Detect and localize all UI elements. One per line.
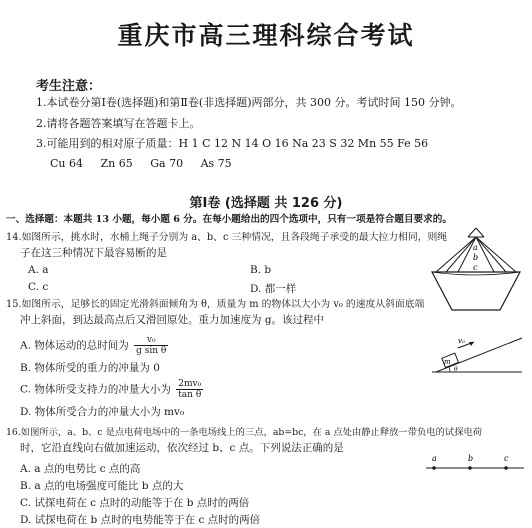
section-instruction: 一、选择题：本题共 13 小题，每小题 6 分。在每小题给出的四个选项中，只有一项是符合题目要求的。 [6, 214, 452, 225]
fraction-numerator: v₀ [134, 335, 168, 346]
q14-bucket-figure [428, 226, 524, 312]
q15-label-theta: θ [454, 366, 458, 373]
fraction-numerator: 2mv₀ [176, 379, 203, 390]
fraction-denominator: tan θ [178, 390, 202, 400]
q16-option-b: B. a 点的电场强度可能比 b 点的大 [20, 480, 184, 492]
atomic-masses-row2 [50, 157, 232, 171]
q15-option-c-fraction [176, 379, 203, 400]
atomic-mass: Zn 65 [100, 157, 133, 170]
atomic-mass: Cu 64 [50, 157, 83, 170]
q15-option-d: D. 物体所受合力的冲量大小为 mv₀ [20, 406, 185, 418]
q15-option-b: B. 物体所受的重力的冲量为 0 [20, 362, 160, 374]
q14-option-a: A. a [28, 264, 49, 276]
atomic-mass: Ga 70 [150, 157, 184, 170]
q16-label-b: b [468, 454, 474, 463]
q14-stem-line2: 子在这三种情况下最容易断的是 [20, 247, 167, 259]
q16-option-a: A. a 点的电势比 c 点的高 [20, 463, 141, 475]
q15-label-mass: m [444, 358, 451, 366]
q14-stem-line1: 14.如图所示，挑水时，水桶上绳子分别为 a、b、c 三种情况，且各段绳子承受的最大拉力相同，则绳 [6, 232, 448, 243]
notice-item-1: 1.本试卷分第Ⅰ卷(选择题)和第Ⅱ卷(非选择题)两部分，共 300 分。考试时间 150 分钟。 [36, 96, 462, 109]
q14-label-a: a [473, 243, 478, 252]
q16-field-line-figure [424, 452, 526, 476]
q14-option-d: D. 都一样 [250, 283, 297, 295]
q15-option-c-text: C. 物体所受支持力的冲量大小为 [20, 383, 171, 396]
fraction-denominator: g sin θ [136, 346, 167, 356]
q14-option-c: C. c [28, 281, 49, 293]
q15-stem-line2: 冲上斜面，到达最高点后又滑回原处。重力加速度为 g。该过程中 [20, 314, 325, 326]
q15-option-c [20, 379, 205, 400]
q14-label-b: b [473, 253, 479, 262]
q15-option-a-fraction [134, 335, 168, 356]
atomic-mass: As 75 [200, 157, 232, 170]
q16-option-d: D. 试探电荷在 b 点时的电势能等于在 c 点时的两倍 [20, 514, 261, 526]
notice-item-2: 2.请将各题答案填写在答题卡上。 [36, 117, 201, 130]
q15-incline-figure [430, 334, 526, 376]
q15-option-a-text: A. 物体运动的总时间为 [20, 339, 129, 352]
notice-heading: 考生注意： [36, 79, 102, 94]
q16-stem-line2: 时，它沿直线向右做加速运动，依次经过 b、c 点。下列说法正确的是 [20, 442, 344, 454]
q16-stem-line1: 16.如图所示，a、b、c 是点电荷电场中的一条电场线上的三点，ab=bc，在 a 点处由静止释放一带负电的试探电荷 [6, 427, 483, 438]
q16-label-c: c [504, 454, 509, 463]
q15-label-v0: v₀ [458, 337, 465, 345]
section-title: 第Ⅰ卷 (选择题 共 126 分) [189, 196, 343, 211]
q14-option-b: B. b [250, 264, 272, 276]
page-title: 重庆市高三理科综合考试 [117, 21, 415, 50]
q15-option-a [20, 335, 170, 356]
q16-option-c: C. 试探电荷在 c 点时的动能等于在 b 点时的两倍 [20, 497, 250, 509]
q16-label-a: a [432, 454, 437, 463]
q14-label-c: c [473, 263, 478, 272]
q15-stem-line1: 15.如图所示，足够长的固定光滑斜面倾角为 θ，质量为 m 的物体以大小为 v₀ 的速度从斜面底端 [6, 299, 425, 310]
notice-item-3: 3.可能用到的相对原子质量：H 1 C 12 N 14 O 16 Na 23 S 32 Mn 55 Fe 56 [36, 137, 429, 150]
